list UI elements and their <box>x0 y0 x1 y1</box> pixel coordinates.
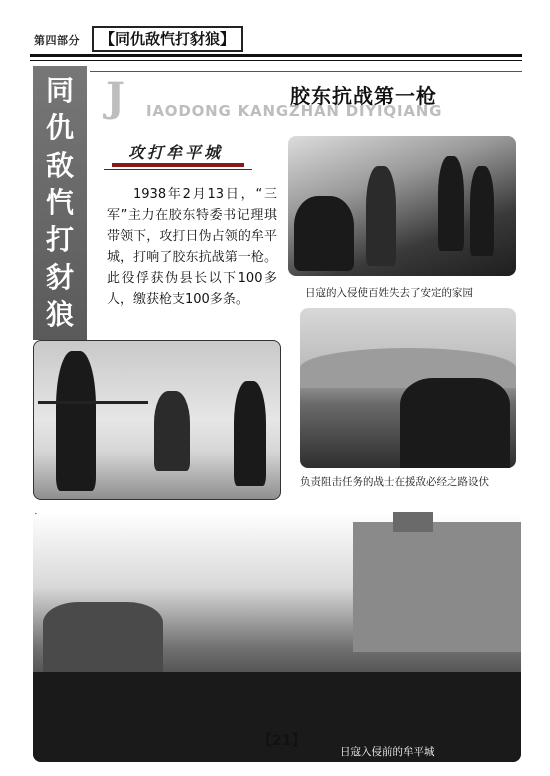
rifle <box>38 401 148 404</box>
figure-pedestrian <box>154 391 190 471</box>
vertical-char: 同 <box>45 73 74 107</box>
soldiers-group <box>400 378 510 468</box>
figure-soldier <box>438 156 464 251</box>
body-paragraph: 1938年2月13日，“三军”主力在胶东特委书记理琪带领下，攻打日伪占领的牟平城，打响了胶东抗战第一枪。此役俘获伪县长以下100多人，缴获枪支100多条。 <box>107 187 277 307</box>
vertical-char: 打 <box>45 223 74 257</box>
section-subtitle: 攻打牟平城 <box>128 143 224 162</box>
photo-checkpoint <box>33 340 281 500</box>
page-title: 胶东抗战第一枪 <box>290 84 437 108</box>
photo-ambush <box>300 308 516 468</box>
caption-refugees: 日寇的入侵使百姓失去了安定的家园 <box>305 287 473 299</box>
gate-tower <box>393 512 433 532</box>
vertical-char: 豺 <box>45 260 74 294</box>
photo-refugees <box>288 136 516 276</box>
thatched-house <box>43 602 163 672</box>
header-rule <box>30 54 522 57</box>
caption-muping-city: 日寇入侵前的牟平城 <box>340 746 435 758</box>
vertical-char: 忾 <box>45 185 74 219</box>
figure-soldier-2 <box>470 166 494 256</box>
figure-woman <box>366 166 396 266</box>
pinyin-initial: J <box>106 74 125 121</box>
vertical-char: 敌 <box>45 148 74 182</box>
pinyin-title: IAODONG KANGZHAN DIYIQIANG <box>146 102 443 120</box>
section-title: 【同仇敌忾打豺狼】 <box>92 26 243 52</box>
figure-guard <box>56 351 96 491</box>
title-rule <box>90 71 522 72</box>
subtitle-underline-thin <box>104 169 252 170</box>
vertical-char: 狼 <box>45 298 74 332</box>
vertical-title-bar <box>33 66 87 340</box>
part-label: 第四部分 <box>34 34 80 47</box>
caption-ambush: 负责阻击任务的战士在援敌必经之路设伏 <box>300 476 489 488</box>
figure-soldier <box>234 381 266 486</box>
subtitle-underline <box>112 163 244 167</box>
photo-muping-city <box>33 512 521 762</box>
figure-group <box>294 196 354 271</box>
header-rule-thin <box>30 60 522 61</box>
vertical-char: 仇 <box>45 111 74 145</box>
page-number: 【21】 <box>258 733 306 749</box>
city-wall <box>353 522 521 652</box>
